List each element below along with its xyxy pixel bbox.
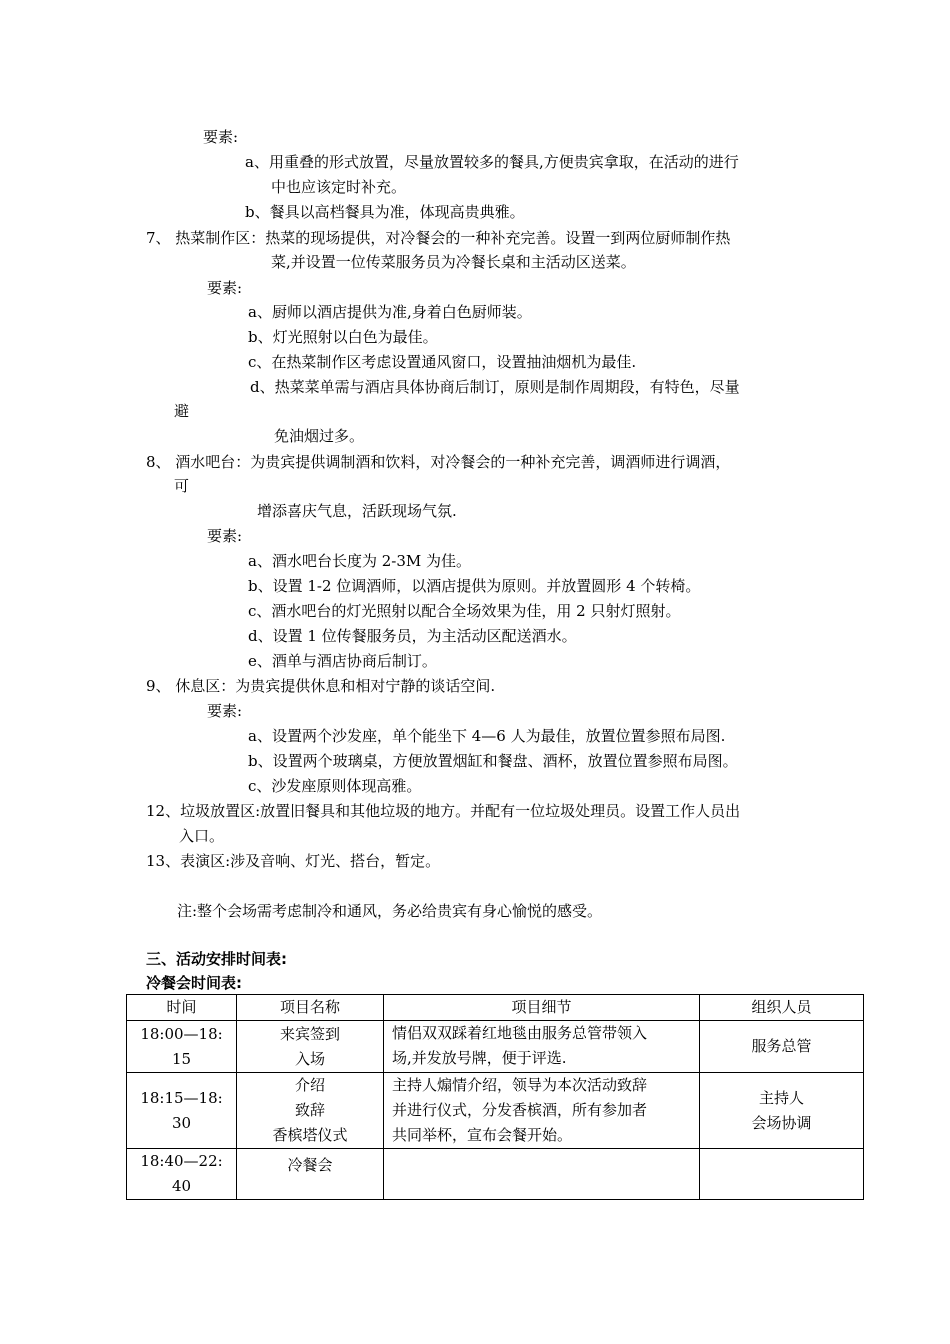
- cell-detail: 情侣双双踩着红地毯由服务总管带领入 场,并发放号牌，便于评选.: [384, 1021, 700, 1073]
- list-item: e、酒单与酒店协商后制订。: [248, 652, 437, 670]
- table-title: 冷餐会时间表:: [146, 974, 242, 992]
- section-title: 三、活动安排时间表:: [146, 950, 287, 968]
- cell-time: 18:15—18: 30: [127, 1073, 237, 1149]
- cell-staff: 主持人 会场协调: [700, 1073, 864, 1149]
- table-row: [127, 1073, 864, 1149]
- list-item: c、沙发座原则体现高雅。: [248, 777, 422, 795]
- list-item: a、酒水吧台长度为 2-3M 为佳。: [248, 552, 471, 570]
- section-item-lounge: 9、 休息区：为贵宾提供休息和相对宁静的谈话空间.: [146, 677, 496, 695]
- section-item-hot-food: 7、 热菜制作区：热菜的现场提供，对冷餐会的一种补充完善。设置一到两位厨师制作热: [146, 229, 731, 247]
- list-item: c、酒水吧台的灯光照射以配合全场效果为佳，用 2 只射灯照射。: [248, 602, 681, 620]
- section-item-waste: 12、垃圾放置区:放置旧餐具和其他垃圾的地方。并配有一位垃圾处理员。设置工作人员出: [146, 802, 741, 820]
- cell-item: 来宾签到 入场: [237, 1021, 384, 1073]
- list-item: c、在热菜制作区考虑设置通风窗口，设置抽油烟机为最佳.: [248, 353, 637, 371]
- list-item: b、餐具以高档餐具为准，体现高贵典雅。: [245, 203, 525, 221]
- note-text: 注:整个会场需考虑制冷和通风，务必给贵宾有身心愉悦的感受。: [177, 902, 603, 920]
- header-staff: 组织人员: [700, 995, 864, 1021]
- cell-detail: [384, 1149, 700, 1200]
- requirements-label: 要素:: [203, 128, 239, 146]
- list-item: d、设置 1 位传餐服务员，为主活动区配送酒水。: [248, 627, 577, 645]
- requirements-label: 要素:: [207, 527, 243, 545]
- section-item-continuation: 入口。: [179, 827, 225, 845]
- list-item: a、厨师以酒店提供为准,身着白色厨师装。: [248, 303, 532, 321]
- cell-time: 18:40—22: 40: [127, 1149, 237, 1200]
- list-item: b、设置两个玻璃桌，方便放置烟缸和餐盘、酒杯，放置位置参照布局图。: [248, 752, 738, 770]
- requirements-label: 要素:: [207, 279, 243, 297]
- table-row: [127, 1021, 864, 1073]
- header-time: 时间: [127, 995, 237, 1021]
- section-item-continuation: 增添喜庆气息，活跃现场气氛.: [257, 502, 457, 520]
- section-item-performance: 13、表演区:涉及音响、灯光、搭台，暂定。: [146, 852, 441, 870]
- list-item: b、设置 1-2 位调酒师，以酒店提供为原则。并放置圆形 4 个转椅。: [248, 577, 701, 595]
- cell-staff: [700, 1149, 864, 1200]
- list-item: a、用重叠的形式放置，尽量放置较多的餐具,方便贵宾拿取，在活动的进行: [245, 153, 739, 171]
- list-item-continuation: 免油烟过多。: [274, 427, 365, 445]
- cell-staff: 服务总管: [700, 1021, 864, 1073]
- cell-detail: 主持人煽情介绍，领导为本次活动致辞 并进行仪式，分发香槟酒，所有参加者 共同举杯，宣布会餐开始。: [384, 1073, 700, 1149]
- list-item-wrap: 避: [174, 402, 190, 420]
- section-item-bar: 8、 酒水吧台：为贵宾提供调制酒和饮料，对冷餐会的一种补充完善，调酒师进行调酒，: [146, 453, 731, 471]
- header-detail: 项目细节: [384, 995, 700, 1021]
- table-header-row: [127, 995, 864, 1021]
- cell-item: 冷餐会: [237, 1149, 384, 1200]
- section-item-continuation: 菜,并设置一位传菜服务员为冷餐长桌和主活动区送菜。: [271, 253, 636, 271]
- list-item: b、灯光照射以白色为最佳。: [248, 328, 438, 346]
- list-item-continuation: 中也应该定时补充。: [271, 178, 407, 196]
- table-row: [127, 1149, 864, 1200]
- section-item-wrap: 可: [174, 477, 190, 495]
- list-item: d、热菜菜单需与酒店具体协商后制订，原则是制作周期段，有特色，尽量: [250, 378, 740, 396]
- cell-item: 介绍 致辞 香槟塔仪式: [237, 1073, 384, 1149]
- list-item: a、设置两个沙发座，单个能坐下 4—6 人为最佳，放置位置参照布局图.: [248, 727, 726, 745]
- cell-time: 18:00—18: 15: [127, 1021, 237, 1073]
- header-item: 项目名称: [237, 995, 384, 1021]
- schedule-table: [126, 994, 864, 1200]
- requirements-label: 要素:: [207, 702, 243, 720]
